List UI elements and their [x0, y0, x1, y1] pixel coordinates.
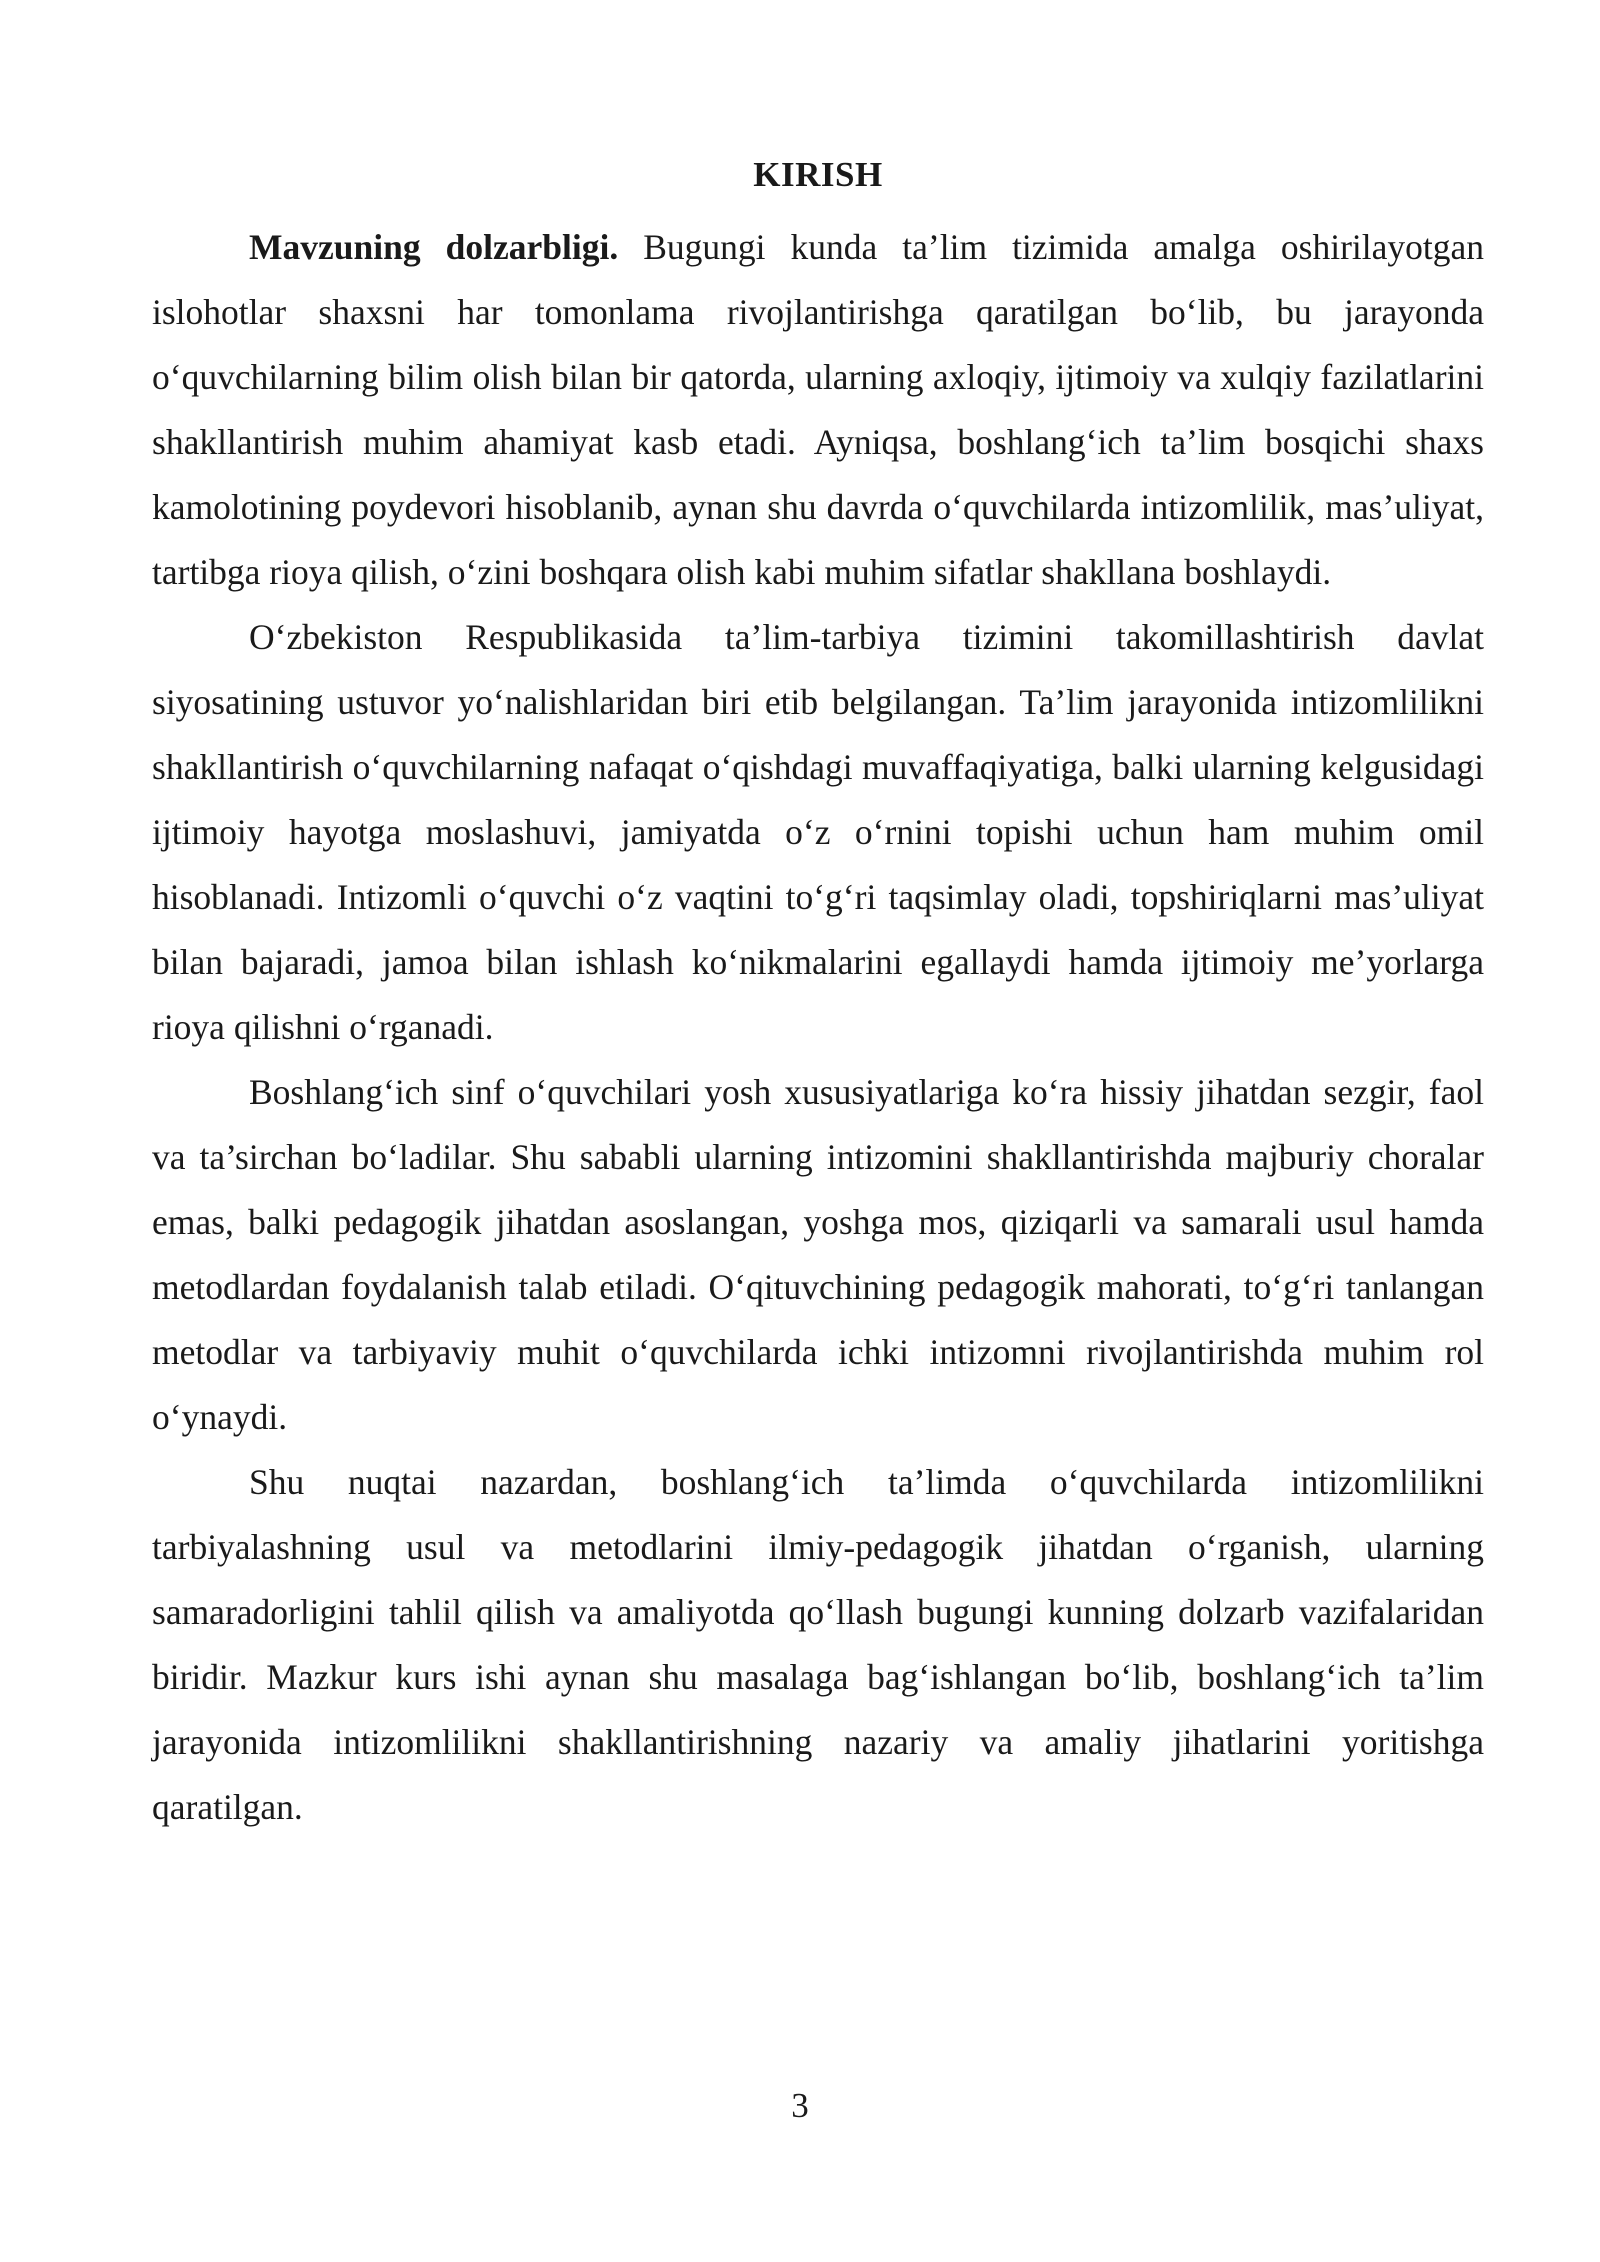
section-heading: KIRISH: [753, 155, 883, 194]
page-content: [152, 150, 1484, 1840]
paragraph-conclusion: [152, 1450, 1484, 1840]
page-number: 3: [791, 2086, 809, 2125]
paragraph-state-policy: [152, 605, 1484, 1060]
paragraph-text: Boshlang‘ich sinf o‘quvchilari yosh xususiyatlariga ko‘ra hissiy jihatdan sezgir, faol va ta’sirchan bo‘ladilar. Shu sababli ularning intizomini shakllantirishda majburiy choralar emas, balki pedagogik jihatdan asoslangan, yoshga mos, qiziqarli va samarali usul hamda metodlardan foydalanish talab etiladi. O‘qituvchining pedagogik mahorati, to‘g‘ri tanlangan metodlar va tarbiyaviy muhit o‘quvchilarda ichki intizomni rivojlantirishda muhim rol o‘ynaydi.: [152, 1072, 1484, 1437]
paragraph-lead: Mavzuning dolzarbligi.: [249, 227, 619, 267]
paragraph-primary-pupils: [152, 1060, 1484, 1450]
paragraph-relevance: [152, 215, 1484, 605]
paragraph-text: Shu nuqtai nazardan, boshlang‘ich ta’limda o‘quvchilarda intizomlilikni tarbiyalashning usul va metodlarini ilmiy-pedagogik jihatdan o‘rganish, ularning samaradorligini tahlil qilish va amaliyotda qo‘llash bugungi kunning dolzarb vazifalaridan biridir. Mazkur kurs ishi aynan shu masalaga bag‘ishlangan bo‘lib, boshlang‘ich ta’lim jarayonida intizomlilikni shakllantirishning nazariy va amaliy jihatlarini yoritishga qaratilgan.: [152, 1462, 1484, 1827]
paragraph-text: Bugungi kunda ta’lim tizimida amalga oshirilayotgan islohotlar shaxsni har tomonlama rivojlantirishga qaratilgan bo‘lib, bu jarayonda o‘quvchilarning bilim olish bilan bir qatorda, ularning axloqiy, ijtimoiy va xulqiy fazilatlarini shakllantirish muhim ahamiyat kasb etadi. Ayniqsa, boshlang‘ich ta’lim bosqichi shaxs kamolotining poydevori hisoblanib, aynan shu davrda o‘quvchilarda intizomlilik, mas’uliyat, tartibga rioya qilish, o‘zini boshqara olish kabi muhim sifatlar shakllana boshlaydi.: [152, 227, 1485, 592]
paragraph-text: O‘zbekiston Respublikasida ta’lim-tarbiya tizimini takomillashtirish davlat siyosatining ustuvor yo‘nalishlaridan biri etib belgilangan. Ta’lim jarayonida intizomlilikni shakllantirish o‘quvchilarning nafaqat o‘qishdagi muvaffaqiyatiga, balki ularning kelgusidagi ijtimoiy hayotga moslashuvi, jamiyatda o‘z o‘rnini topishi uchun ham muhim omil hisoblanadi. Intizomli o‘quvchi o‘z vaqtini to‘g‘ri taqsimlay oladi, topshiriqlarni mas’uliyat bilan bajaradi, jamoa bilan ishlash ko‘nikmalarini egallaydi hamda ijtimoiy me’yorlarga rioya qilishni o‘rganadi.: [152, 617, 1484, 1047]
